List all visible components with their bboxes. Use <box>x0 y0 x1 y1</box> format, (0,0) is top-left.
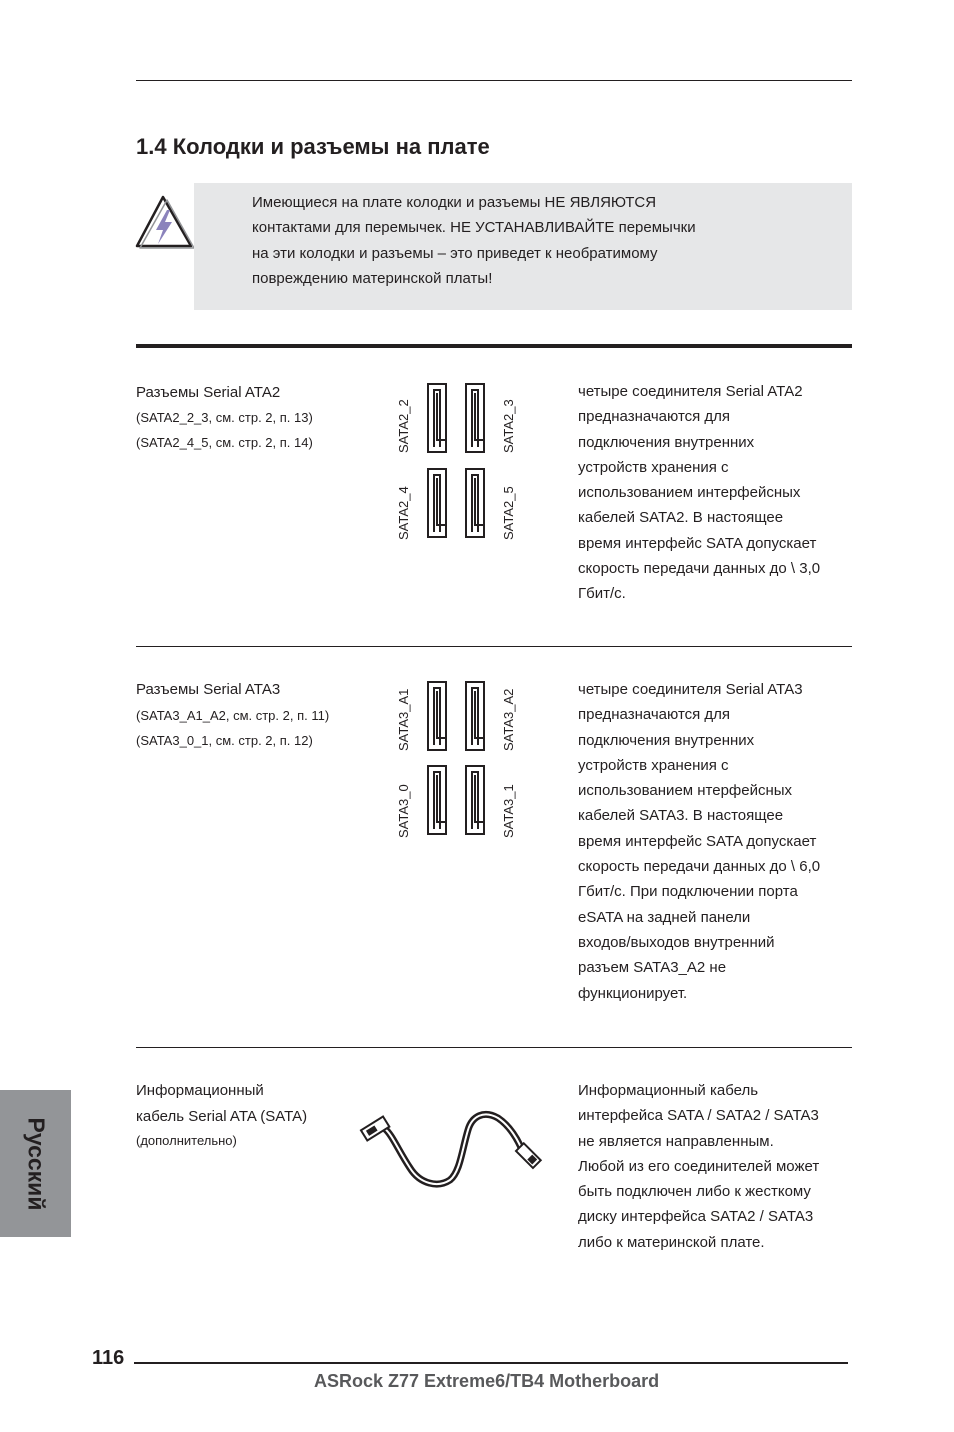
sata2-4-label: SATA2_4 <box>396 486 411 540</box>
sata3-title: Разъемы Serial ATA3 <box>136 681 281 698</box>
section-title: 1.4 Колодки и разъемы на плате <box>136 134 490 159</box>
cable-title: Информационный <box>136 1082 264 1099</box>
description-line: скорость передачи данных до \ 6,0 <box>578 858 821 876</box>
description-line: подключения внутренних <box>578 433 755 451</box>
description-line: быть подключен либо к жесткому <box>578 1183 811 1201</box>
warning-line: Имеющиеся на плате колодки и разъемы НЕ ЯВЛЯЮТСЯ <box>252 194 657 211</box>
sata2-3-label: SATA2_3 <box>501 399 516 453</box>
description-line: интерфейса SATA / SATA2 / SATA3 <box>578 1107 819 1125</box>
description-line: входов/выходов внутренний <box>578 933 775 951</box>
warning-line: на эти колодки и разъемы – это приведет к необратимому <box>252 244 658 262</box>
sata2-2-label: SATA2_2 <box>396 399 411 453</box>
cable-description <box>578 1078 854 1255</box>
description-line: eSATA на задней панели <box>578 908 751 926</box>
description-line: кабелей SATA3. В настоящее <box>578 807 784 825</box>
description-line: использованием интерфейсных <box>578 484 801 502</box>
cable-title: кабель Serial ATA (SATA) <box>136 1108 308 1125</box>
sata2-ref: (SATA2_2_3, см. стр. 2, п. 13) <box>136 410 313 425</box>
sata2-connector-diagram <box>395 380 525 550</box>
sata2-4-connector <box>427 468 447 538</box>
description-line: диску интерфейса SATA2 / SATA3 <box>578 1208 814 1226</box>
sata2-5-connector <box>465 468 485 538</box>
sata2-ref: (SATA2_4_5, см. стр. 2, п. 14) <box>136 435 313 450</box>
description-line: использованием нтерфейсных <box>578 782 793 800</box>
sata2-2-connector <box>427 383 447 453</box>
sata3-description <box>578 677 854 1006</box>
description-line: Гбит/с. <box>578 585 626 603</box>
sata2-title: Разъемы Serial ATA2 <box>136 384 281 401</box>
language-label: Русский <box>23 1117 49 1210</box>
footer-rule <box>134 1362 848 1364</box>
warning-line: повреждению материнской платы! <box>252 269 493 287</box>
description-line: устройств хранения с <box>578 756 729 774</box>
section-divider <box>136 1047 852 1048</box>
warning-line: контактами для перемычек. НЕ УСТАНАВЛИВАЙТЕ перемычки <box>252 219 696 237</box>
cable-note: (дополнительно) <box>136 1133 237 1148</box>
footer-product-name: ASRock Z77 Extreme6/TB4 Motherboard <box>314 1371 660 1391</box>
warning-triangle-icon <box>134 194 196 250</box>
description-line: Гбит/с. При подключении порта <box>578 883 798 901</box>
description-line: устройств хранения с <box>578 458 729 476</box>
sata3-ref: (SATA3_0_1, см. стр. 2, п. 12) <box>136 733 313 748</box>
sata3-1-label: SATA3_1 <box>501 784 516 838</box>
sata3-1-connector <box>465 765 485 835</box>
description-line: скорость передачи данных до \ 3,0 <box>578 560 821 578</box>
description-line: четыре соединителя Serial ATA3 <box>578 681 803 698</box>
sata2-description <box>578 379 854 607</box>
description-line: предназначаются для <box>578 706 731 724</box>
description-line: разъем SATA3_A2 не <box>578 959 727 977</box>
description-line: Любой из его соединителей может <box>578 1157 820 1175</box>
sata3-0-label: SATA3_0 <box>396 784 411 838</box>
description-line: Информационный кабель <box>578 1082 759 1099</box>
section-divider <box>136 646 852 647</box>
sata3-ref: (SATA3_A1_A2, см. стр. 2, п. 11) <box>136 708 330 723</box>
sata2-3-connector <box>465 383 485 453</box>
sata-cable-illustration <box>358 1100 548 1192</box>
description-line: четыре соединителя Serial ATA2 <box>578 383 803 400</box>
header-rule <box>136 80 852 81</box>
sata3-0-connector <box>427 765 447 835</box>
sata3-a2-label: SATA3_A2 <box>501 688 516 751</box>
description-line: не является направленным. <box>578 1132 774 1150</box>
description-line: подключения внутренних <box>578 731 755 749</box>
description-line: кабелей SATA2. В настоящее <box>578 509 784 527</box>
description-line: предназначаются для <box>578 408 731 426</box>
sata3-a2-connector <box>465 681 485 751</box>
language-side-tab <box>0 1090 71 1237</box>
description-line: время интерфейс SATA допускает <box>578 534 817 552</box>
section-divider-thick <box>136 344 852 348</box>
warning-text <box>252 190 842 291</box>
sata3-a1-label: SATA3_A1 <box>396 688 411 751</box>
page-number: 116 <box>92 1347 125 1369</box>
sata3-a1-connector <box>427 681 447 751</box>
description-line: время интерфейс SATA допускает <box>578 832 817 850</box>
description-line: либо к материнской плате. <box>578 1233 765 1251</box>
description-line: функционирует. <box>578 984 688 1002</box>
sata2-5-label: SATA2_5 <box>501 486 516 540</box>
sata3-connector-diagram <box>395 678 525 848</box>
